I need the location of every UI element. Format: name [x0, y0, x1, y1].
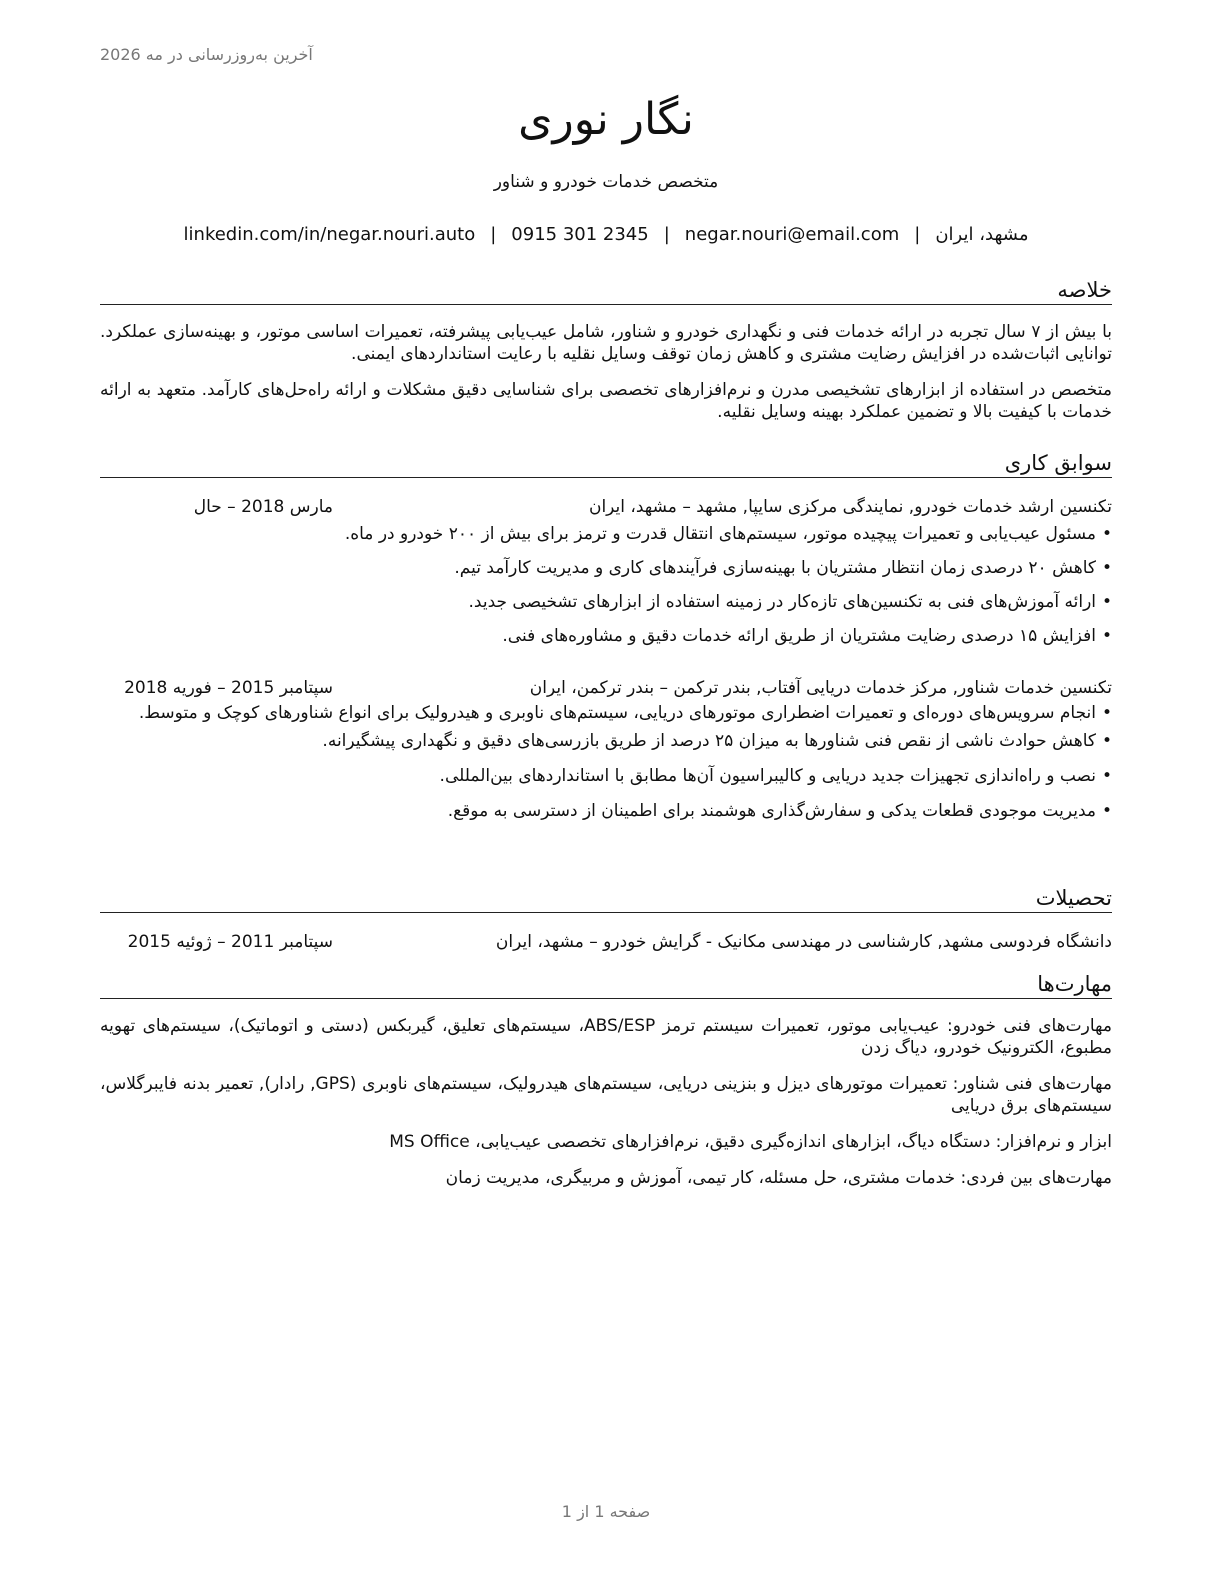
job-bullet: • مدیریت موجودی قطعات یدکی و سفارش‌گذاری هوشمند برای اطمینان از دسترسی به موقع.: [100, 800, 1112, 822]
candidate-title: متخصص خدمات خودرو و شناور: [493, 172, 719, 192]
summary-paragraph: متخصص در استفاده از ابزارهای تشخیصی مدرن و نرم‌افزارهای تخصصی برای شناسایی دقیق مشکلات و ارائه راه‌حل‌های کارآمد. متعهد به ارائه خدمات با کیفیت بالا و تضمین عملکرد بهینه وسایل نقلیه.: [100, 380, 1112, 422]
experience-heading: سوابق کاری: [100, 449, 1112, 478]
job-header: [100, 494, 1112, 520]
job-role: تکنسین ارشد خدمات خودرو, نمایندگی مرکزی سایپا, مشهد – مشهد، ایران: [588, 497, 1112, 517]
last-updated-note: آخرین به‌روزرسانی در مه 2026: [100, 45, 313, 64]
skill-line: مهارت‌های فنی خودرو: عیب‌یابی موتور، تعمیرات سیستم ترمز ABS/ESP، سیستم‌های تعلیق، گیربکس (دستی و اتوماتیک)، سیستم‌های تهویه مطبوع، الکترونیک خودرو، دیاگ زدن: [100, 1016, 1112, 1058]
skill-line: مهارت‌های فنی شناور: تعمیرات موتورهای دیزل و بنزینی دریایی، سیستم‌های هیدرولیک، سیستم‌های ناوبری (GPS, رادار), تعمیر بدنه فایبرگلاس، سیستم‌های برق دریایی: [100, 1074, 1112, 1116]
contact-location: مشهد، ایران: [935, 224, 1029, 245]
job-bullets: [100, 523, 1112, 647]
skills-heading: مهارت‌ها: [100, 970, 1112, 999]
job-bullet: • ارائه آموزش‌های فنی به تکنسین‌های تازه‌کار در زمینه استفاده از ابزارهای تشخیصی جدید.: [100, 591, 1112, 613]
resume-page: [100, 0, 1112, 1584]
education-dates: سپتامبر 2011 – ژوئیه 2015: [127, 932, 333, 952]
job-bullet: • مسئول عیب‌یابی و تعمیرات پیچیده موتور، سیستم‌های انتقال قدرت و ترمز برای بیش از ۲۰۰ خودرو در ماه.: [100, 523, 1112, 545]
education-entry: [100, 929, 1112, 955]
job-bullet: • کاهش ۲۰ درصدی زمان انتظار مشتریان با بهینه‌سازی فرآیندهای کاری و مدیریت کارآمد تیم.: [100, 557, 1112, 579]
contact-email[interactable]: negar.nouri@email.com: [684, 224, 900, 245]
job-entry: [100, 494, 1112, 647]
summary-heading: خلاصه: [100, 276, 1112, 305]
job-entry: [100, 675, 1112, 822]
contact-phone: 0915 301 2345: [511, 224, 649, 245]
summary-paragraph: با بیش از ۷ سال تجربه در ارائه خدمات فنی و نگهداری خودرو و شناور، شامل عیب‌یابی پیشرفته، تعمیرات اساسی موتور، و بهینه‌سازی عملکرد. توانایی اثبات‌شده در افزایش رضایت مشتری و کاهش زمان توقف وسایل نقلیه با رعایت استانداردهای ایمنی.: [100, 322, 1113, 364]
job-bullets: [100, 702, 1112, 822]
skill-line: مهارت‌های بین فردی: خدمات مشتری، حل مسئله، کار تیمی، آموزش و مربیگری، مدیریت زمان: [445, 1168, 1112, 1188]
contact-line: [100, 222, 1112, 248]
job-bullet: • افزایش ۱۵ درصدی رضایت مشتریان از طریق ارائه خدمات دقیق و مشاوره‌های فنی.: [100, 625, 1112, 647]
job-bullet: • نصب و راه‌اندازی تجهیزات جدید دریایی و کالیبراسیون آن‌ها مطابق با استانداردهای بین‌المللی.: [100, 765, 1112, 787]
education-heading: تحصیلات: [100, 884, 1112, 913]
page-number: صفحه 1 از 1: [561, 1502, 651, 1521]
education-section: [100, 884, 1112, 955]
candidate-name: نگار نوری: [518, 94, 694, 145]
summary-section: [100, 276, 1112, 423]
contact-linkedin[interactable]: linkedin.com/in/negar.nouri.auto: [183, 224, 476, 245]
job-bullet: • انجام سرویس‌های دوره‌ای و تعمیرات اضطراری موتورهای دریایی، سیستم‌های ناوبری و هیدرولیک برای انواع شناورهای کوچک و متوسط.: [100, 702, 1112, 724]
job-role: تکنسین خدمات شناور, مرکز خدمات دریایی آفتاب, بندر ترکمن – بندر ترکمن، ایران: [529, 678, 1112, 698]
experience-section: [100, 449, 1112, 822]
job-dates: سپتامبر 2015 – فوریه 2018: [124, 678, 333, 698]
contact-separator: |: [490, 224, 497, 245]
skill-line: ابزار و نرم‌افزار: دستگاه دیاگ، ابزارهای اندازه‌گیری دقیق، نرم‌افزارهای تخصصی عیب‌یابی، MS Office: [389, 1132, 1112, 1152]
skills-section: [100, 970, 1112, 1189]
contact-separator: |: [663, 224, 670, 245]
job-header: [100, 675, 1112, 701]
job-dates: مارس 2018 – حال: [193, 497, 333, 517]
job-bullet: • کاهش حوادث ناشی از نقص فنی شناورها به میزان ۲۵ درصد از طریق بازرسی‌های دقیق و نگهداری پیشگیرانه.: [100, 730, 1112, 752]
education-degree: دانشگاه فردوسی مشهد, کارشناسی در مهندسی مکانیک - گرایش خودرو – مشهد، ایران: [495, 932, 1112, 952]
contact-separator: |: [914, 224, 921, 245]
